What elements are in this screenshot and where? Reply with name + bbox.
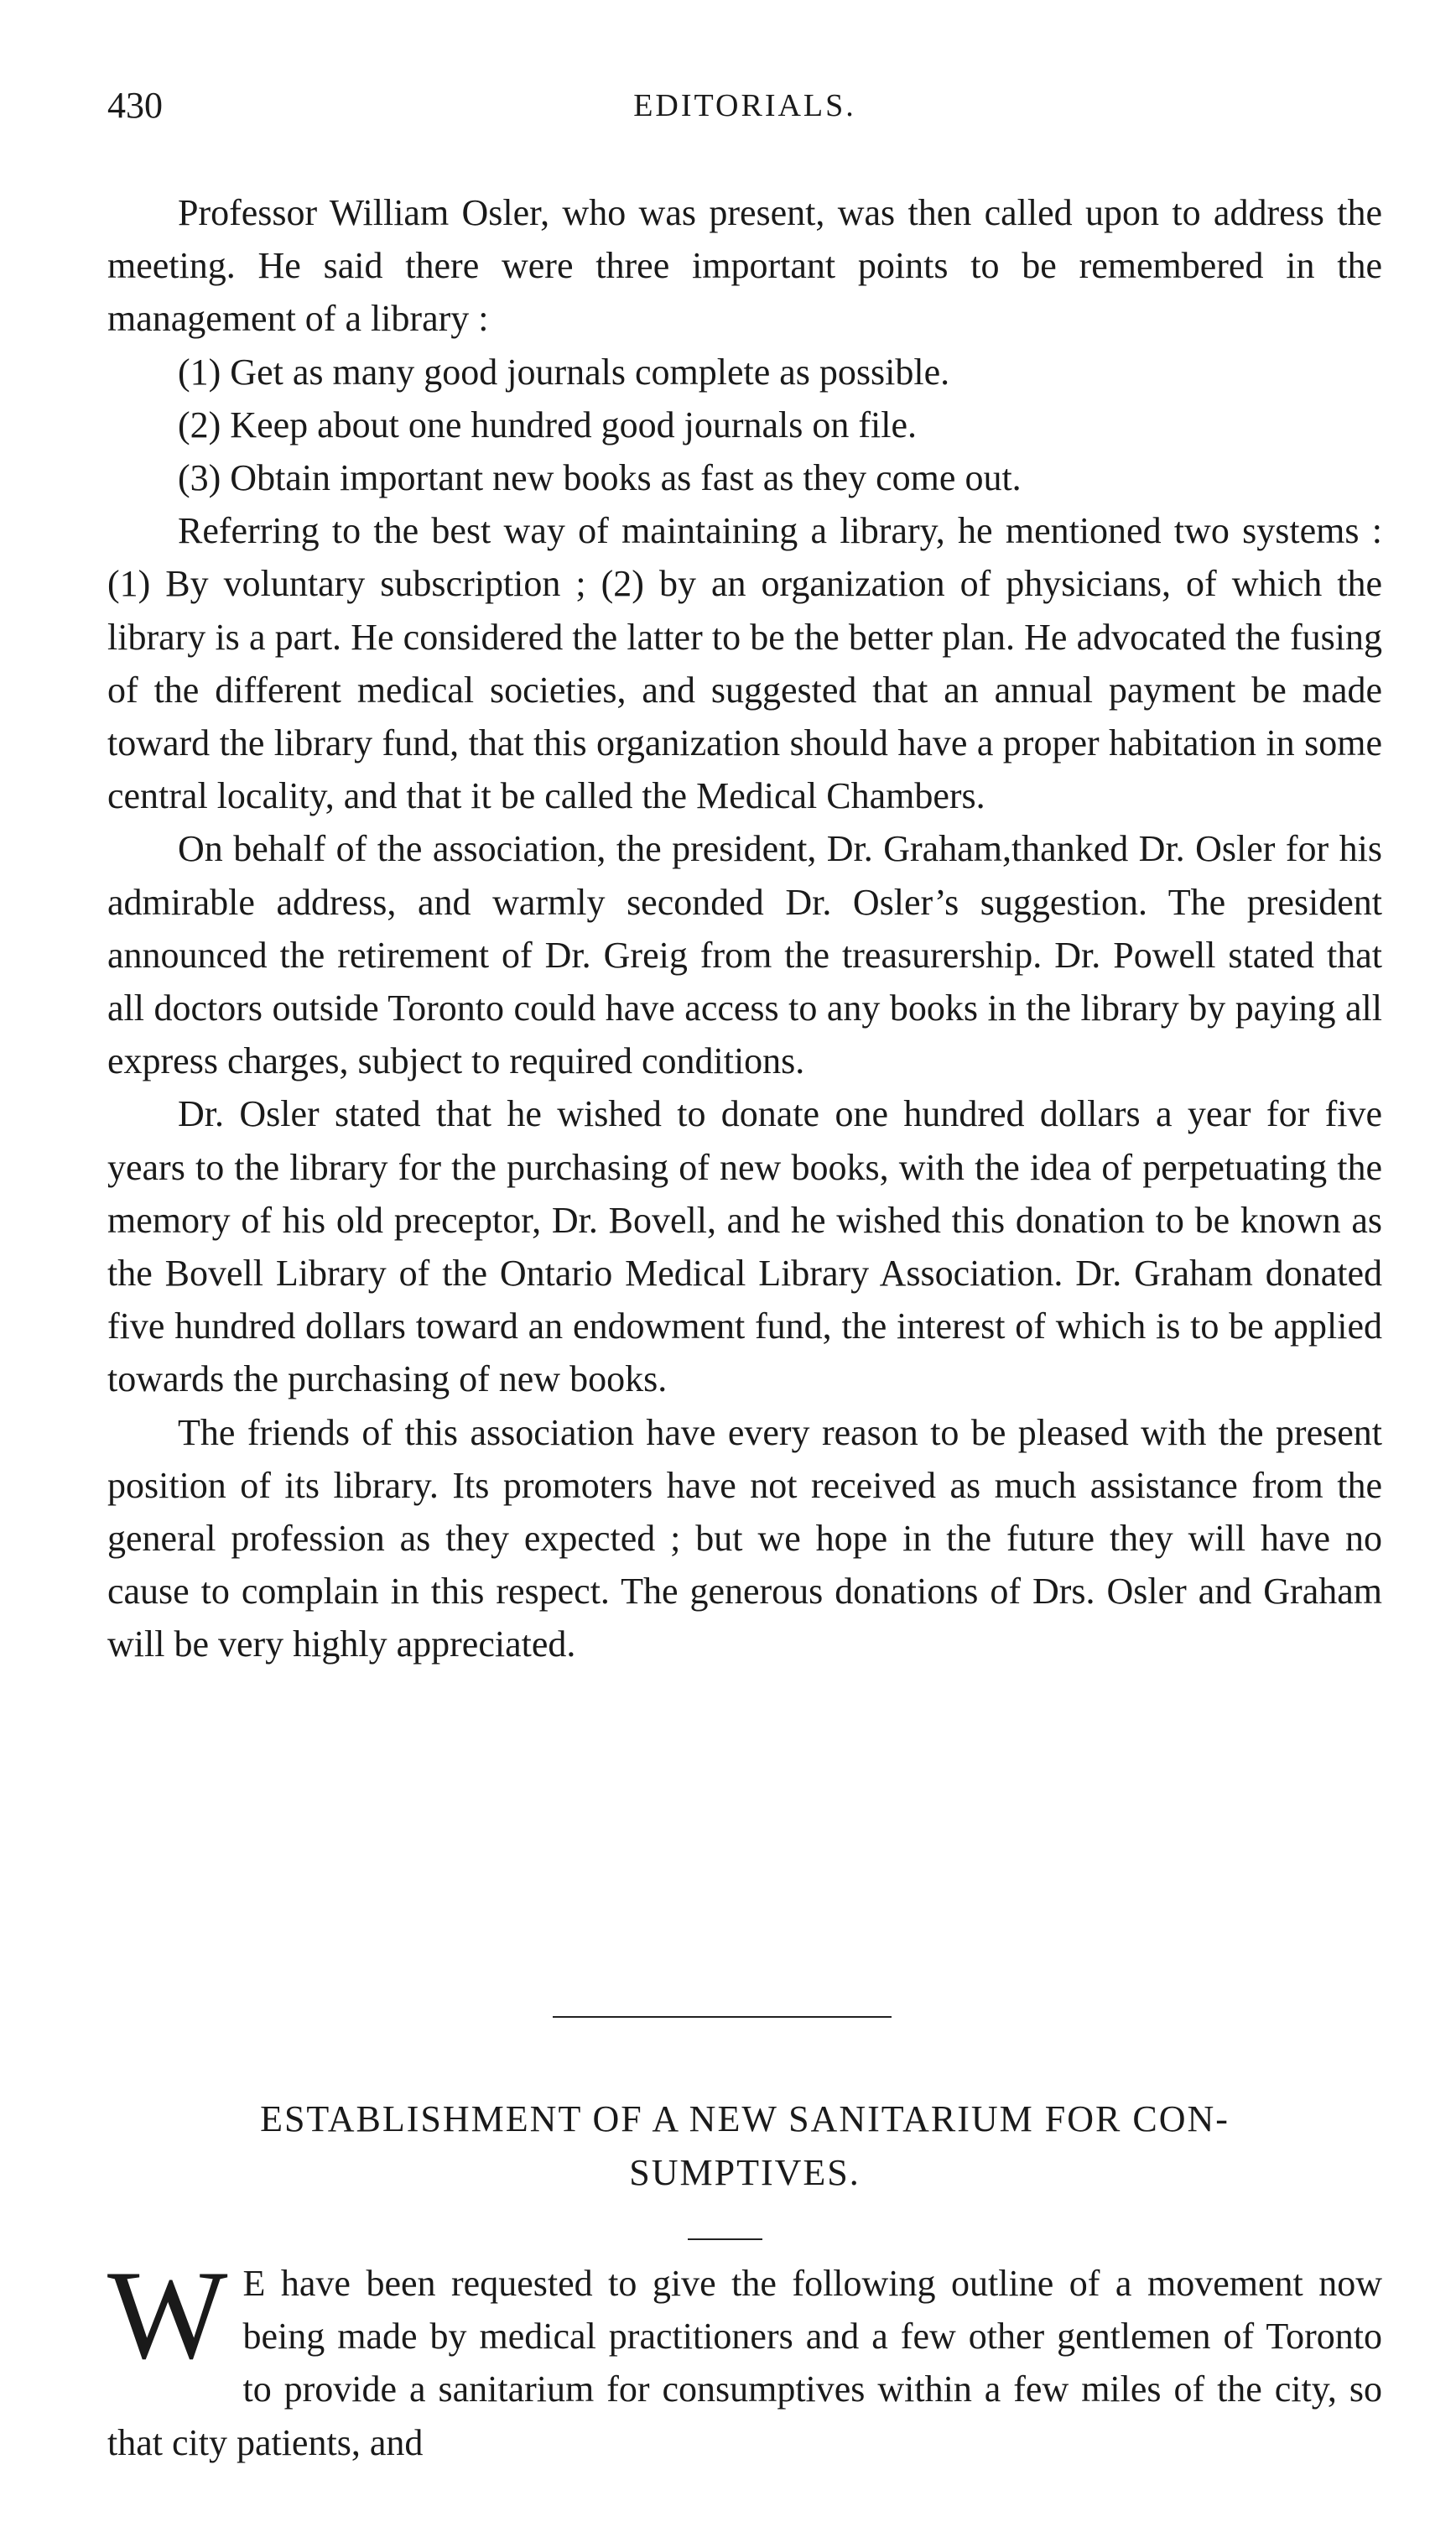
running-title: EDITORIALS.: [633, 88, 856, 123]
article-body: [107, 2244, 1382, 2469]
paragraph: Professor William Osler, who was present, was then called upon to address the meeting. He said there were three important points to be remembered in the management of a library :: [107, 192, 1382, 340]
paragraph: The friends of this association have every reason to be pleased with the present position of its library. Its promoters have not received as much assistance from the general profession as they expected ; but we hope in the future they will have no cause to complain in this respect. The generous donations of Drs. Osler and Graham will be very highly appreciated.: [107, 1411, 1382, 1665]
article-opening-text: E have been requested to give the following outline of a movement now being made by medical practitioners and a few other gentlemen of Toronto to provide a sanitarium for consumptives within a few miles of the city, so that city patients, and: [107, 2263, 1382, 2463]
paragraph: On behalf of the association, the president, Dr. Graham,thanked Dr. Osler for his admirable address, and warmly seconded Dr. Osler’s suggestion. The president announced the retirement of Dr. Greig from the treasurership. Dr. Powell stated that all doctors outside Toronto could have access to any books in the library by paying all express charges, subject to required conditions.: [107, 828, 1382, 1082]
section-heading: [107, 2092, 1382, 2200]
list-item-3: (3) Obtain important new books as fast as they come out.: [178, 457, 1022, 499]
article-opening-paragraph: [107, 2244, 1382, 2469]
editorial-body: [107, 186, 1382, 1671]
paragraph: Referring to the best way of maintaining a library, he mentioned two systems : (1) By voluntary subscription ; (2) by an organization of physicians, of which the library is a part. He considered the latter to be the better plan. He advocated the fusing of the different medical societies, and suggested that an annual payment be made toward the library fund, that this organization should have a proper habitation in some central locality, and that it be called the Medical Chambers.: [107, 510, 1382, 817]
heading-underline-rule: [688, 2238, 762, 2240]
running-head: [107, 84, 1382, 134]
paragraph: Dr. Osler stated that he wished to donate one hundred dollars a year for five years to the library for the purchasing of new books, with the idea of perpetuating the memory of his old preceptor, Dr. Bovell, and he wished this donation to be known as the Bovell Library of the Ontario Medical Library Association. Dr. Graham donated five hundred dollars toward an endowment fund, the interest of which is to be applied towards the purchasing of new books.: [107, 1093, 1382, 1400]
section-divider-rule: [553, 2016, 892, 2018]
list-item-2: (2) Keep about one hundred good journals on file.: [178, 404, 917, 446]
drop-cap: W: [107, 2244, 228, 2385]
list-item-1: (1) Get as many good journals complete as possible.: [178, 351, 950, 393]
page-number: 430: [107, 85, 163, 126]
section-heading-line-2: SUMPTIVES.: [629, 2152, 861, 2193]
section-heading-line-1: ESTABLISHMENT OF A NEW SANITARIUM FOR CON-: [260, 2098, 1230, 2139]
